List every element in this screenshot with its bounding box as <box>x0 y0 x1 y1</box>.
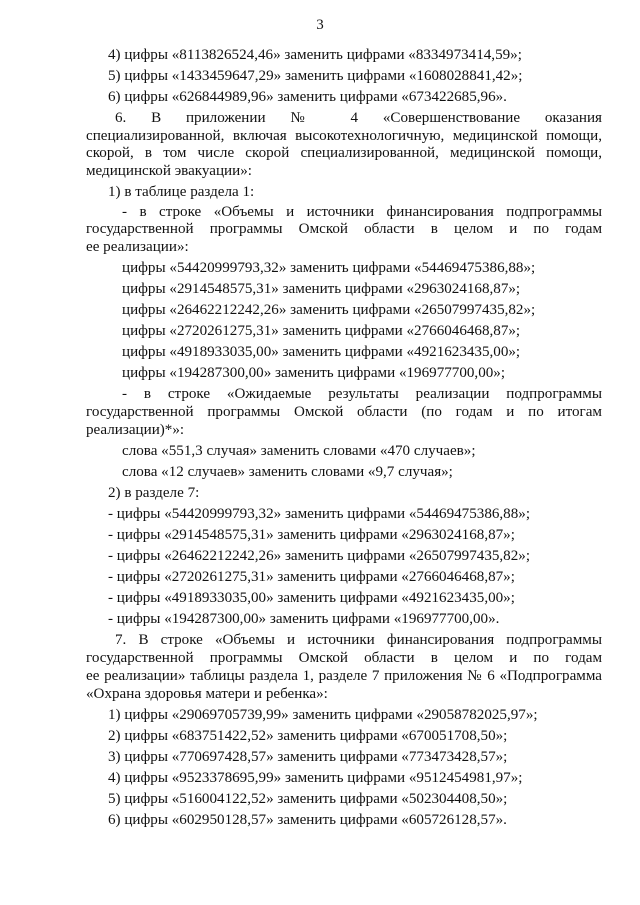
text-line: 4) цифры «9523378695,99» заменить цифрами «9512454981,97»; <box>108 770 523 786</box>
text-line: цифры «4918933035,00» заменить цифрами «4921623435,00»; <box>122 344 521 360</box>
text-line: 2) цифры «683751422,52» заменить цифрами «670051708,50»; <box>108 728 508 744</box>
text-line: цифры «2914548575,31» заменить цифрами «2963024168,87»; <box>122 281 521 297</box>
text-line: цифры «194287300,00» заменить цифрами «196977700,00»; <box>122 365 506 381</box>
text-line: «Охрана здоровья матери и ребенка»: <box>86 686 328 702</box>
page-number: 3 <box>316 17 324 33</box>
text-line: цифры «54420999793,32» заменить цифрами «54469475386,88»; <box>122 260 536 276</box>
text-line: 3) цифры «770697428,57» заменить цифрами «773473428,57»; <box>108 749 508 765</box>
text-line: слова «551,3 случая» заменить словами «470 случаев»; <box>122 443 476 459</box>
text-line: государственной программы Омской области в целом и по годам <box>86 650 602 666</box>
text-line: 5) цифры «516004122,52» заменить цифрами «502304408,50»; <box>108 791 508 807</box>
text-line: медицинской эвакуации»: <box>86 163 252 179</box>
text-line: цифры «2720261275,31» заменить цифрами «2766046468,87»; <box>122 323 521 339</box>
text-line: цифры «26462212242,26» заменить цифрами «26507997435,82»; <box>122 302 536 318</box>
text-line: 2) в разделе 7: <box>108 485 200 501</box>
text-line: государственной программы Омской области (по годам и по итогам <box>86 404 602 420</box>
text-line: - цифры «4918933035,00» заменить цифрами «4921623435,00»; <box>108 590 515 606</box>
text-line: скорой, в том числе скорой специализированной, медицинской помощи, <box>86 145 602 161</box>
text-line: реализации)*»: <box>86 422 185 438</box>
text-line: 6. В приложении № 4 «Совершенствование оказания <box>115 110 602 126</box>
text-line: - цифры «26462212242,26» заменить цифрами «26507997435,82»; <box>108 548 531 564</box>
text-line: 1) в таблице раздела 1: <box>108 184 255 200</box>
text-line: - цифры «54420999793,32» заменить цифрами «54469475386,88»; <box>108 506 531 522</box>
text-line: - в строке «Объемы и источники финансирования подпрограммы <box>122 204 602 220</box>
text-line: 4) цифры «8113826524,46» заменить цифрами «8334973414,59»; <box>108 47 522 63</box>
text-line: - цифры «2914548575,31» заменить цифрами «2963024168,87»; <box>108 527 515 543</box>
text-line: ее реализации»: <box>86 239 189 255</box>
text-line: ее реализации» таблицы раздела 1, разделе 7 приложения № 6 «Подпрограмма <box>86 668 602 684</box>
text-line: 7. В строке «Объемы и источники финансирования подпрограммы <box>115 632 602 648</box>
text-line: государственной программы Омской области в целом и по годам <box>86 221 602 237</box>
text-line: 1) цифры «29069705739,99» заменить цифрами «29058782025,97»; <box>108 707 538 723</box>
text-line: - цифры «194287300,00» заменить цифрами «196977700,00». <box>108 611 500 627</box>
text-line: 6) цифры «626844989,96» заменить цифрами «673422685,96». <box>108 89 507 105</box>
text-line: 5) цифры «1433459647,29» заменить цифрами «1608028841,42»; <box>108 68 523 84</box>
text-line: - в строке «Ожидаемые результаты реализации подпрограммы <box>122 386 602 402</box>
text-line: 6) цифры «602950128,57» заменить цифрами «605726128,57». <box>108 812 507 828</box>
text-line: слова «12 случаев» заменить словами «9,7 случая»; <box>122 464 453 480</box>
text-line: специализированной, включая высокотехнологичную, медицинской помощи, <box>86 128 602 144</box>
text-line: - цифры «2720261275,31» заменить цифрами «2766046468,87»; <box>108 569 515 585</box>
